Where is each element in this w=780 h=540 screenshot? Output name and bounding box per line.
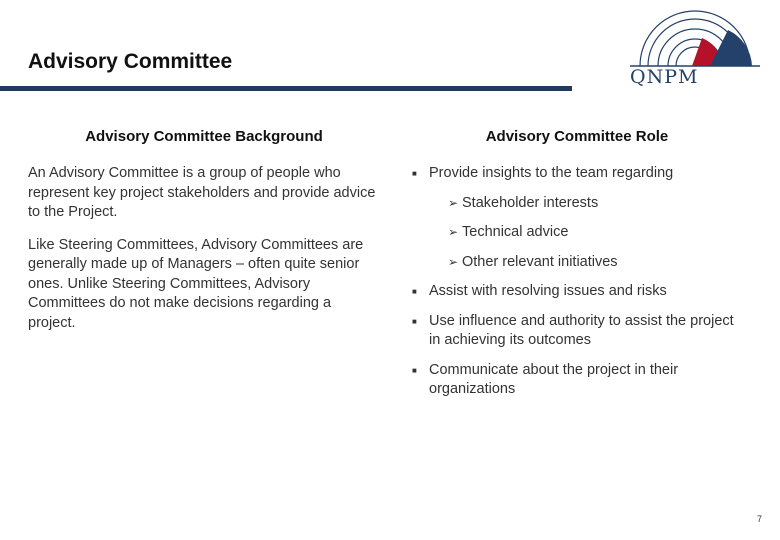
title-divider bbox=[0, 86, 572, 91]
role-bullet bbox=[412, 282, 742, 302]
arrow-bullet-icon: ➢ bbox=[448, 254, 459, 269]
background-heading: Advisory Committee Background bbox=[85, 128, 323, 145]
role-heading: Advisory Committee Role bbox=[485, 128, 669, 145]
square-bullet-icon: ■ bbox=[412, 316, 417, 326]
arrow-bullet-icon: ➢ bbox=[448, 225, 459, 239]
slide-title: Advisory Committee bbox=[28, 50, 233, 73]
role-bullet bbox=[412, 164, 742, 184]
background-column bbox=[28, 128, 380, 346]
square-bullet-icon: ■ bbox=[412, 169, 417, 178]
role-bullet-text: Communicate about the project in their organizations bbox=[429, 361, 679, 397]
role-bullet-text: Provide insights to the team regarding bbox=[429, 165, 674, 181]
role-bullet-text: Use influence and authority to assist the project in achieving its outcomes bbox=[429, 312, 734, 348]
role-sub-bullet-text: Stakeholder interests bbox=[462, 194, 599, 211]
role-sub-bullet-text: Other relevant initiatives bbox=[462, 253, 618, 270]
role-sub-bullet-text: Technical advice bbox=[462, 224, 569, 240]
square-bullet-icon: ■ bbox=[412, 287, 417, 296]
logo-wordmark: QNPM bbox=[630, 66, 699, 88]
role-bullet-text: Assist with resolving issues and risks bbox=[429, 283, 667, 299]
role-column bbox=[412, 128, 742, 400]
background-paragraph: Like Steering Committees, Advisory Committees are generally made up of Managers – often quite senior ones. Unlike Steering Committees, Advisory Committees do not make decisions regarding a project. bbox=[28, 236, 364, 331]
role-bullet bbox=[412, 361, 742, 400]
square-bullet-icon: ■ bbox=[412, 365, 417, 375]
role-sub-bullet bbox=[448, 194, 742, 214]
arrow-bullet-icon: ➢ bbox=[448, 195, 459, 210]
role-bullet bbox=[412, 312, 742, 351]
background-paragraph: An Advisory Committee is a group of people who represent key project stakeholders and provide advice to the Project. bbox=[28, 165, 376, 220]
page-number: 7 bbox=[756, 514, 762, 524]
role-sub-bullet bbox=[448, 253, 742, 273]
role-sub-bullet bbox=[448, 223, 742, 243]
